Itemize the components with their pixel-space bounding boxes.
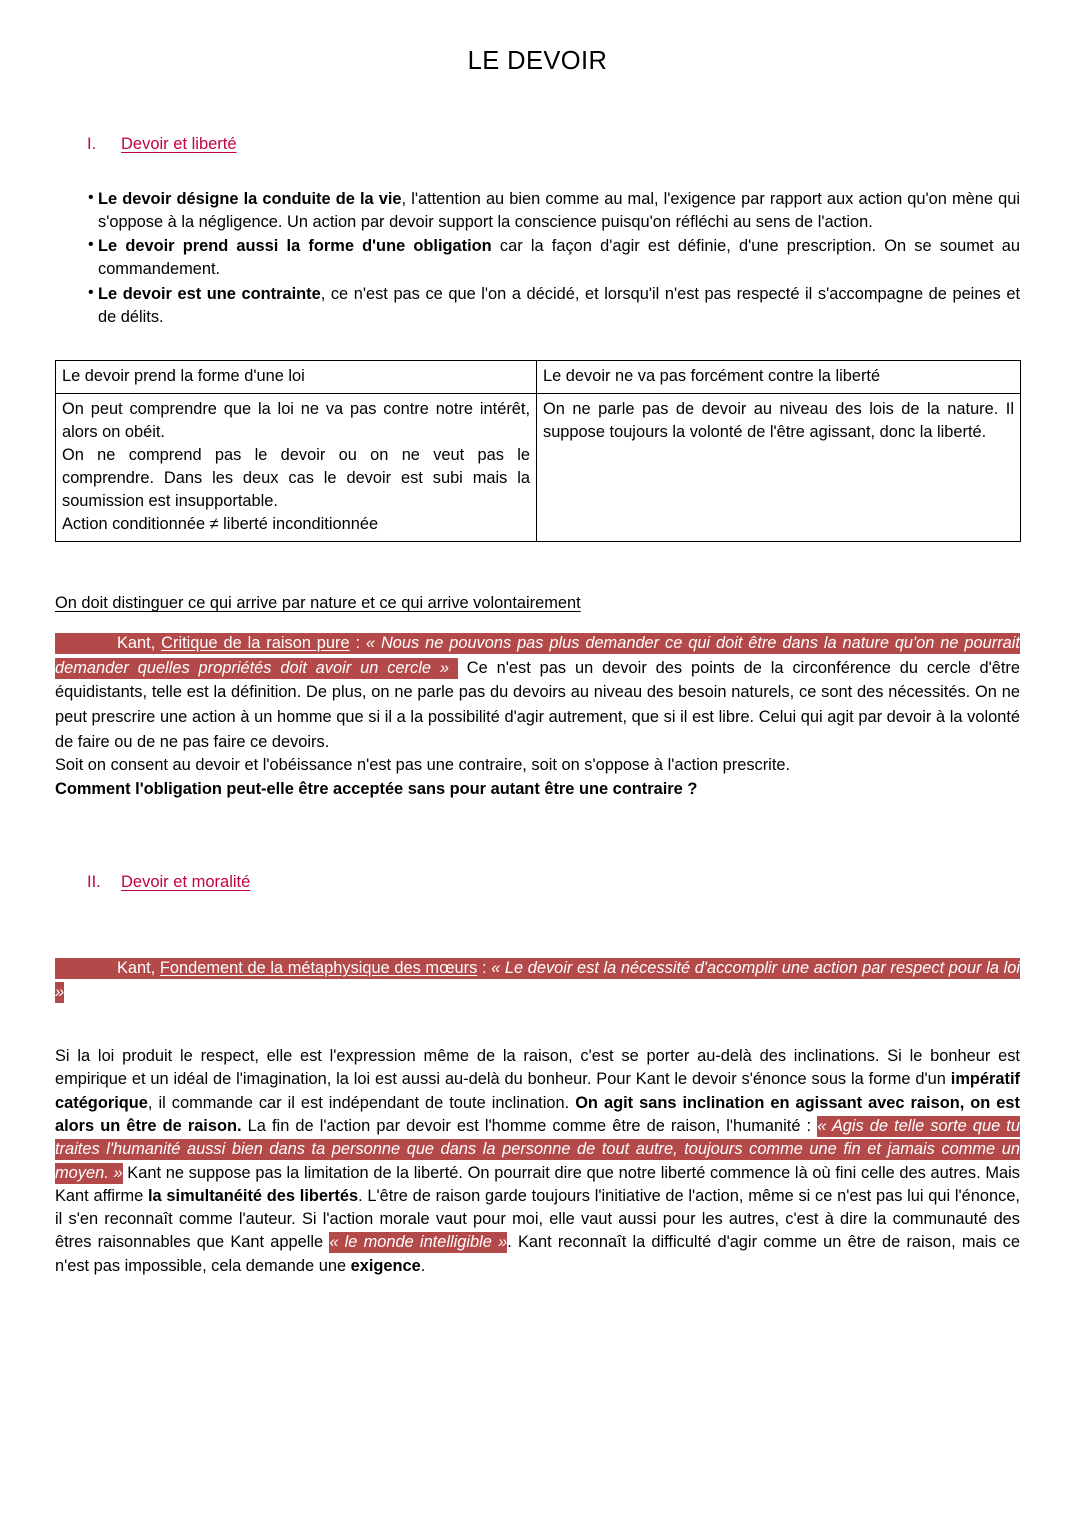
list-item <box>55 283 1020 330</box>
table-cell-right-line-1: On ne parle pas de devoir au niveau des lois de la nature. Il suppose toujours la volonté de l'être agissant, donc la liberté. <box>543 400 1014 442</box>
para-text-1: Si la loi produit le respect, elle est l'expression même de la raison, c'est se porter au-delà des inclinations. Si le bonheur est empirique et un idéal de l'imagination, la loi est aussi au-delà du bonheur. Pour Kant le devoir s'énonce sous la forme d'un <box>55 1047 1020 1089</box>
list-item <box>55 188 1020 235</box>
para-bold-imperatif: impératif catégorique <box>55 1070 1020 1112</box>
section-1-question <box>55 778 1020 801</box>
section-title-2: Devoir et moralité <box>121 872 251 891</box>
comparison-table <box>55 360 1021 542</box>
paragraph-after-quote-1: Ce n'est pas un devoir des points de la circonférence du cercle d'être équidistants, telle est la définition. De plus, on ne parle pas du devoirs au niveau des besoin naturels, ce sont des nécessités. On ne peut prescrire une action à un homme que si il a la possibilité d'agir autrement, que si il est libre. Celui qui agit par devoir à la volonté de faire ou de ne pas faire ce devoirs. <box>55 658 1020 751</box>
quote-2-highlight <box>55 958 1020 1004</box>
list-item <box>55 235 1020 282</box>
bullet-3-bold: Le devoir est une contrainte <box>98 284 321 303</box>
bullet-1-text: , l'attention au bien comme au mal, l'exigence par rapport aux action qu'on mène qui s'oppose à la négligence. Un action par devoir support la conscience puisqu'on réfléchi au sens de l'action. <box>98 189 1020 231</box>
para-text-2: , il commande car il est indépendant de toute inclination. <box>147 1093 576 1112</box>
quote-1-separator: : <box>349 634 366 653</box>
page-title: LE DEVOIR <box>467 47 608 75</box>
para-text-6: . Kant reconnaît la difficulté d'agir comme un être de raison, mais ce n'est pas impossible, cela demande une <box>55 1233 1020 1275</box>
section-2-paragraph <box>55 1045 1020 1278</box>
section-heading-1 <box>55 135 1020 154</box>
para-text-5: . L'être de raison garde toujours l'initiative de l'action, même si ce n'est pas lui qui l'énonce, il s'en reconnaît comme l'auteur. Si l'action morale vaut pour moi, elle vaut aussi pour les autres, c'est à dire la communauté des êtres raisonnables que Kant appelle <box>55 1186 1020 1252</box>
quote-1-work: Critique de la raison pure <box>161 634 350 653</box>
table-header-left: Le devoir prend la forme d'une loi <box>56 361 537 394</box>
table-row <box>56 394 1021 542</box>
bullet-3-text: , ce n'est pas ce que l'on a décidé, et lorsqu'il n'est pas respecté il s'accompagne de peines et de délits. <box>98 284 1021 327</box>
quote-2-author: Kant, <box>117 958 156 977</box>
section-heading-2 <box>55 873 1020 892</box>
bullet-2-bold: Le devoir prend aussi la forme d'une obligation <box>98 237 492 256</box>
section-number-2: II. <box>87 872 101 891</box>
quote-2-work: Fondement de la métaphysique des mœurs <box>159 958 478 977</box>
section-title-1: Devoir et liberté <box>121 134 237 153</box>
para-text-4: Kant ne suppose pas la limitation de la liberté. On pourrait dire que notre liberté commence là où fini celle des autres. Mais Kant affirme <box>55 1163 1020 1205</box>
quote-2-separator: : <box>477 958 492 977</box>
bullet-1-bold: Le devoir désigne la conduite de la vie <box>98 189 402 208</box>
table-cell-left <box>56 394 537 542</box>
table-header-right: Le devoir ne va pas forcément contre la liberté <box>537 361 1021 394</box>
table-cell-left-line-3: Action conditionnée ≠ liberté inconditionnée <box>62 515 379 534</box>
table-cell-left-line-2: On ne comprend pas le devoir ou on ne veut pas le comprendre. Dans les deux cas le devoir est subi mais la soumission est insupportable. <box>62 446 530 511</box>
para-bold-exigence: exigence <box>350 1256 421 1275</box>
bullet-list-section-1 <box>55 188 1020 330</box>
quote-block-1 <box>55 631 1020 754</box>
section-1-question-text: Comment l'obligation peut-elle être acceptée sans pour autant être une contraire ? <box>55 779 698 798</box>
quote-1-author: Kant, <box>117 634 156 653</box>
para-bold-simultaneite: la simultanéité des libertés <box>148 1186 359 1205</box>
table-cell-right <box>537 394 1021 542</box>
section-number-1: I. <box>87 134 97 153</box>
para-text-7: . <box>420 1256 426 1275</box>
para-highlight-humanite: « Agis de telle sorte que tu traites l'humanité aussi bien dans ta personne que dans la personne de tout autre, toujours comme une fin et jamais comme un moyen. » <box>55 1116 1020 1182</box>
paragraph-consent: Soit on consent au devoir et l'obéissance n'est pas une contraire, soit on s'oppose à l'action prescrite. <box>55 756 791 775</box>
para-text-3: La fin de l'action par devoir est l'homme comme être de raison, l'humanité : <box>241 1116 818 1135</box>
para-bold-etre-de-raison: On agit sans inclination en agissant avec raison, on est alors un être de raison. <box>55 1093 1021 1135</box>
quote-2-text: « Le devoir est la nécessité d'accomplir une action par respect pour la loi » <box>55 958 1020 1002</box>
table-cell-left-line-1: On peut comprendre que la loi ne va pas contre notre intérêt, alors on obéit. <box>62 400 530 442</box>
quote-block-2 <box>55 956 1020 1005</box>
quote-1-text: « Nous ne pouvons pas plus demander ce qui doit être dans la nature qu'on ne pourrait demander quelles propriétés doit avoir un cercle » <box>55 634 1020 677</box>
para-highlight-monde-intelligible: « le monde intelligible » <box>329 1233 508 1252</box>
lead-in-statement: On doit distinguer ce qui arrive par nature et ce qui arrive volontairement <box>55 594 581 613</box>
table-row <box>56 361 1021 394</box>
bullet-2-text: car la façon d'agir est définie, d'une prescription. On se soumet au commandement. <box>98 237 1020 279</box>
